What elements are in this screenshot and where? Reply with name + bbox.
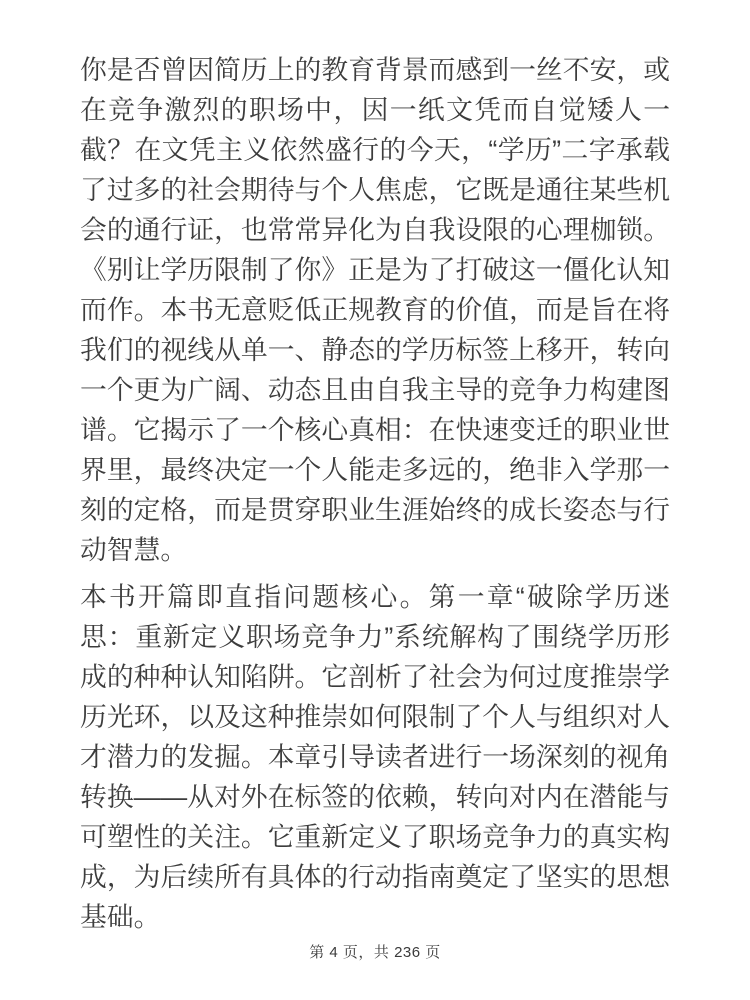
body-paragraph-1: 你是否曾因简历上的教育背景而感到一丝不安，或在竞争激烈的职场中，因一纸文凭而自觉矮人一截？在文凭主义依然盛行的今天，“学历”二字承载了过多的社会期待与个人焦虑，它既是通往某些机会的通行证，也常常异化为自我设限的心理枷锁。《别让学历限制了你》正是为了打破这一僵化认知而作。本书无意贬低正规教育的价值，而是旨在将我们的视线从单一、静态的学历标签上移开，转向一个更为广阔、动态且由自我主导的竞争力构建图谱。它揭示了一个核心真相：在快速变迁的职业世界里，最终决定一个人能走多远的，绝非入学那一刻的定格，而是贯穿职业生涯始终的成长姿态与行动智慧。 (80, 55, 670, 565)
page-content (80, 50, 670, 944)
body-paragraph-2: 本书开篇即直指问题核心。第一章“破除学历迷思：重新定义职场竞争力”系统解构了围绕学历形成的种种认知陷阱。它剖析了社会为何过度推崇学历光环，以及这种推崇如何限制了个人与组织对人才潜力的发掘。本章引导读者进行一场深刻的视角转换——从对外在标签的依赖，转向对内在潜能与可塑性的关注。它重新定义了职场竞争力的真实构成，为后续所有具体的行动指南奠定了坚实的思想基础。 (80, 582, 670, 932)
page-footer (0, 943, 750, 963)
page-number-indicator: 第 4 页，共 236 页 (309, 944, 441, 961)
